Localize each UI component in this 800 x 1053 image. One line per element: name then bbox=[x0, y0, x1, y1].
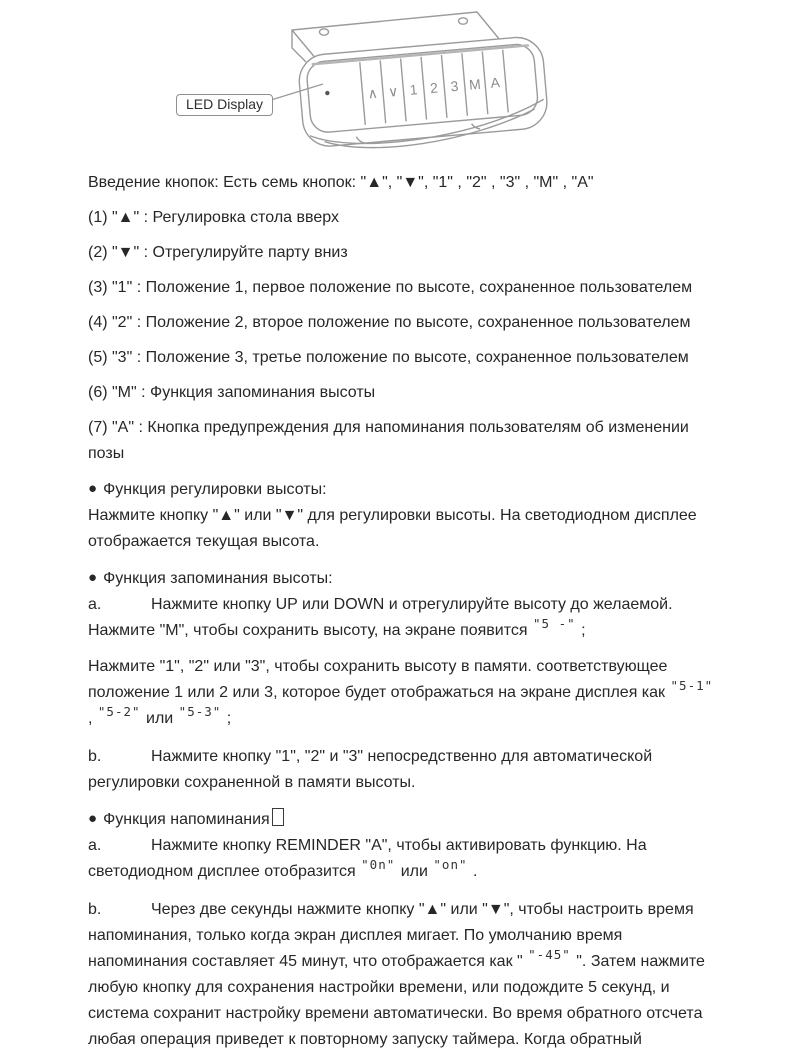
lcd-readout-s2: "5-2" bbox=[97, 704, 141, 719]
memory-step-a-tail: ; bbox=[581, 622, 586, 639]
key-2-label: 2 bbox=[429, 79, 439, 97]
reminder-step-a-text: Нажмите кнопку REMINDER "A", чтобы активировать функцию. На светодиодном дисплее отобразится bbox=[88, 837, 647, 880]
list-label-a: a. bbox=[88, 837, 102, 854]
list-label-b: b. bbox=[88, 748, 102, 765]
button-desc-2: (2) "▼" : Отрегулируйте парту вниз bbox=[88, 244, 348, 261]
lcd-readout-s3: "5-3" bbox=[178, 704, 222, 719]
reminder-step-b-text-1: Через две секунды нажмите кнопку "▲" или "▼", чтобы настроить время напоминания, только когда экран дисплея мигает. По умолчанию время напоминания составляет 45 минут, что отображается как " bbox=[88, 901, 694, 970]
memory-save-text: Нажмите "1", "2" или "3", чтобы сохранить высоту в памяти. соответствующее положение 1 или 2 или 3, которое будет отображаться на экране дисплея как bbox=[88, 658, 668, 701]
separator: , bbox=[88, 710, 93, 727]
lcd-readout-s: "5 -" bbox=[533, 616, 576, 631]
lcd-readout-on-caps: "0n" bbox=[361, 857, 396, 872]
control-panel-figure bbox=[0, 0, 800, 158]
list-label-b: b. bbox=[88, 901, 102, 918]
memory-save-tail: ; bbox=[226, 710, 232, 727]
section-title-text: Функция напоминания bbox=[103, 811, 270, 828]
lcd-readout-s1: "5-1" bbox=[670, 678, 714, 693]
button-desc-6: (6) "M" : Функция запоминания высоты bbox=[88, 384, 376, 401]
reminder-step-b bbox=[88, 897, 720, 1053]
section-title-height-adjust bbox=[88, 476, 720, 503]
key-m-label: M bbox=[468, 75, 482, 93]
control-panel-drawing bbox=[0, 0, 800, 158]
key-3-label: 3 bbox=[449, 77, 459, 95]
height-adjust-body: Нажмите кнопку "▲" или "▼" для регулировки высоты. На светодиодном дисплее отображается текущая высота. bbox=[88, 507, 697, 550]
section-title-text: Функция запоминания высоты: bbox=[103, 570, 333, 587]
key-down-label: ∨ bbox=[387, 82, 399, 100]
bullet-icon: ● bbox=[88, 569, 98, 586]
button-desc-4: (4) "2" : Положение 2, второе положение по высоте, сохраненное пользователем bbox=[88, 314, 691, 331]
key-up-label: ∧ bbox=[366, 84, 379, 102]
list-label-a: a. bbox=[88, 596, 102, 613]
memory-step-a-text: Нажмите кнопку UP или DOWN и отрегулируйте высоту до желаемой. Нажмите "M", чтобы сохранить высоту, на экране появится bbox=[88, 596, 673, 639]
button-desc-7: (7) "A" : Кнопка предупреждения для напоминания пользователям об изменении позы bbox=[88, 419, 689, 462]
section-title-text: Функция регулировки высоты: bbox=[103, 481, 327, 498]
memory-step-a bbox=[88, 592, 720, 644]
memory-save-paragraph bbox=[88, 654, 720, 732]
reminder-step-a-tail: . bbox=[472, 863, 478, 880]
missing-glyph-box bbox=[272, 808, 284, 826]
separator: или bbox=[146, 710, 174, 727]
buttons-intro-line: Введение кнопок: Есть семь кнопок: "▲", "▼", "1" , "2" , "3" , "M" , "A" bbox=[88, 174, 594, 191]
separator: или bbox=[400, 863, 428, 880]
bullet-icon: ● bbox=[88, 480, 98, 497]
button-desc-3: (3) "1" : Положение 1, первое положение по высоте, сохраненное пользователем bbox=[88, 279, 693, 296]
bullet-icon: ● bbox=[88, 810, 98, 827]
reminder-step-a bbox=[88, 833, 720, 885]
manual-text bbox=[88, 170, 720, 1053]
section-title-memory bbox=[88, 565, 720, 592]
memory-step-b bbox=[88, 744, 720, 796]
key-a-label: A bbox=[489, 74, 501, 91]
key-1-label: 1 bbox=[408, 81, 419, 98]
section-title-reminder bbox=[88, 806, 720, 833]
memory-step-b-text: Нажмите кнопку "1", "2" и "3" непосредственно для автоматической регулировки сохраненной в памяти высоты. bbox=[88, 748, 653, 791]
lcd-readout-on-lower: "on" bbox=[433, 857, 468, 872]
led-display-callout: LED Display bbox=[176, 94, 273, 116]
lcd-readout-45: "-45" bbox=[528, 947, 571, 962]
button-desc-1: (1) "▲" : Регулировка стола вверх bbox=[88, 209, 339, 226]
button-desc-5: (5) "3" : Положение 3, третье положение по высоте, сохраненное пользователем bbox=[88, 349, 689, 366]
reminder-step-b-text-2: ". Затем нажмите любую кнопку для сохранения настройки времени, или подождите 5 секунд, и система сохранит настройку времени автоматически. Во время обратного отсчета любая операция приведет к повторному запуску таймера. Когда обратный bbox=[88, 953, 705, 1048]
